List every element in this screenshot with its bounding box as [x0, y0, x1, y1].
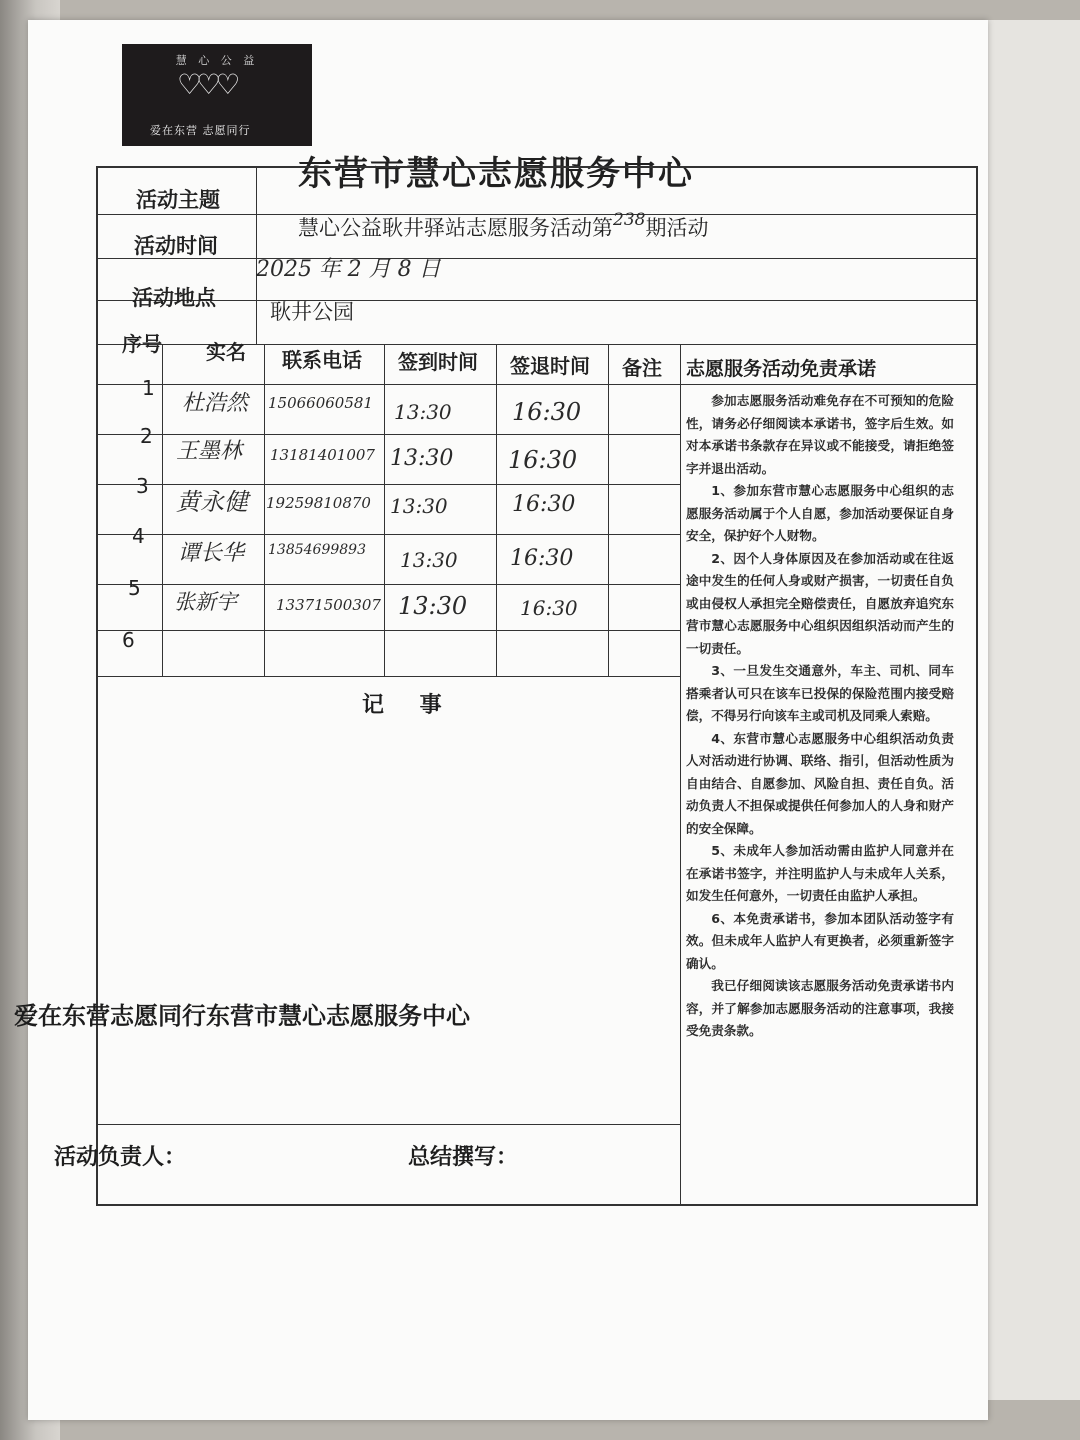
cell-signin: 13:30 [390, 446, 454, 471]
cell-phone: 19259810870 [266, 494, 371, 512]
cell-signin: 13:30 [390, 494, 448, 518]
theme-suffix: 期活动 [645, 216, 709, 240]
divider [96, 534, 680, 535]
waiver-paragraph: 5、未成年人参加活动需由监护人同意并在在承诺书签字，并注明监护人与未成年人关系，如发生任何意外，一切责任由监护人承担。 [686, 843, 954, 903]
cell-phone: 13371500307 [276, 596, 381, 614]
divider [96, 1124, 680, 1125]
cell-phone: 15066060581 [268, 394, 373, 412]
cell-name: 谭长华 [178, 541, 245, 566]
summary-label: 总结撰写： [408, 1145, 519, 1170]
cell-name: 杜浩然 [182, 391, 249, 416]
divider [96, 584, 680, 585]
waiver-text [686, 390, 954, 1043]
time-value [256, 252, 441, 283]
bottom-slogan: 爱在东营志愿同行东营市慧心志愿服务中心 [14, 1002, 470, 1030]
cell-signin: 13:30 [398, 592, 468, 620]
waiver-paragraph: 2、因个人身体原因及在参加活动或在往返途中发生的任何人身或财产损害，一切责任自负或由侵权人承担完全赔偿责任，自愿放弃追究东营市慧心志愿服务中心组织因组织活动而产生的一切责任。 [686, 550, 954, 656]
cell-signin: 13:30 [394, 400, 452, 424]
place-label: 活动地点 [132, 286, 216, 310]
cell-phone: 13181401007 [270, 446, 375, 464]
row-number: 6 [122, 628, 135, 652]
time-label: 活动时间 [134, 234, 218, 258]
col-header-no: 序号 [122, 332, 162, 356]
cell-name: 王墨林 [176, 439, 243, 464]
logo-brand: 慧 心 公 益 [175, 54, 259, 67]
row-number: 1 [142, 376, 155, 400]
row-number: 3 [136, 474, 149, 498]
theme-prefix: 慧心公益耿井驿站志愿服务活动第 [298, 216, 613, 240]
row-number: 4 [132, 524, 145, 548]
col-header-phone: 联系电话 [282, 348, 362, 372]
col-header-name: 实名 [206, 340, 246, 364]
divider [96, 384, 978, 385]
cell-signin: 13:30 [400, 548, 458, 572]
col-header-signin: 签到时间 [398, 350, 478, 374]
theme-label: 活动主题 [136, 188, 220, 212]
divider [96, 300, 978, 301]
row-number: 5 [128, 576, 141, 600]
divider [162, 344, 163, 676]
divider [384, 344, 385, 676]
logo-slogan: 爱在东营 志愿同行 [150, 124, 251, 137]
cell-signout: 16:30 [510, 546, 574, 571]
heart-logo-icon: ♡♡♡ [177, 68, 235, 101]
row-number: 2 [140, 424, 153, 448]
divider [608, 344, 609, 676]
time-date: 年 2 月 8 日 [318, 257, 441, 282]
cell-phone: 13854699893 [268, 542, 366, 558]
org-logo [122, 44, 312, 146]
cell-signout: 16:30 [512, 492, 576, 517]
divider [96, 676, 680, 677]
divider [680, 344, 681, 1206]
divider [264, 344, 265, 676]
page-title: 东营市慧心志愿服务中心 [298, 154, 694, 194]
theme-value [298, 212, 708, 242]
time-year: 2025 [256, 257, 312, 282]
divider [96, 630, 680, 631]
cell-signout: 16:30 [512, 398, 582, 426]
waiver-paragraph: 我已仔细阅读该志愿服务活动免责承诺书内容，并了解参加志愿服务活动的注意事项，我接受免责条款。 [686, 978, 954, 1038]
cell-name: 黄永健 [176, 488, 248, 516]
cell-name: 张新宇 [174, 590, 237, 614]
divider [96, 258, 978, 259]
col-header-signout: 签退时间 [510, 354, 590, 378]
waiver-paragraph: 3、一旦发生交通意外，车主、司机、同车搭乘者认可只在该车已投保的保险范围内接受赔偿，不得另行向该车主或司机及同乘人索赔。 [686, 663, 954, 723]
theme-number: 238 [613, 210, 646, 230]
notes-title: 记 事 [362, 693, 456, 718]
waiver-paragraph: 1、参加东营市慧心志愿服务中心组织的志愿服务活动属于个人自愿，参加活动要保证自身安全，保护好个人财物。 [686, 483, 954, 543]
waiver-paragraph: 参加志愿服务活动难免存在不可预知的危险性，请务必仔细阅读本承诺书，签字后生效。如对本承诺书条款存在异议或不能接受，请拒绝签字并退出活动。 [686, 393, 954, 476]
cell-signout: 16:30 [520, 596, 578, 620]
waiver-title: 志愿服务活动免责承诺 [686, 358, 877, 380]
divider [496, 344, 497, 676]
leader-label: 活动负责人： [54, 1145, 187, 1170]
waiver-paragraph: 4、东营市慧心志愿服务中心组织活动负责人对活动进行协调、联络、指引，但活动性质为自由结合、自愿参加、风险自担、责任自负。活动负责人不担保或提供任何参加人的人身和财产的安全保障。 [686, 730, 954, 836]
waiver-paragraph: 6、本免责承诺书，参加本团队活动签字有效。但未成年人监护人有更换者，必须重新签字确认。 [686, 910, 954, 971]
place-value: 耿井公园 [270, 300, 354, 324]
col-header-remark: 备注 [622, 356, 662, 380]
cell-signout: 16:30 [508, 446, 578, 474]
